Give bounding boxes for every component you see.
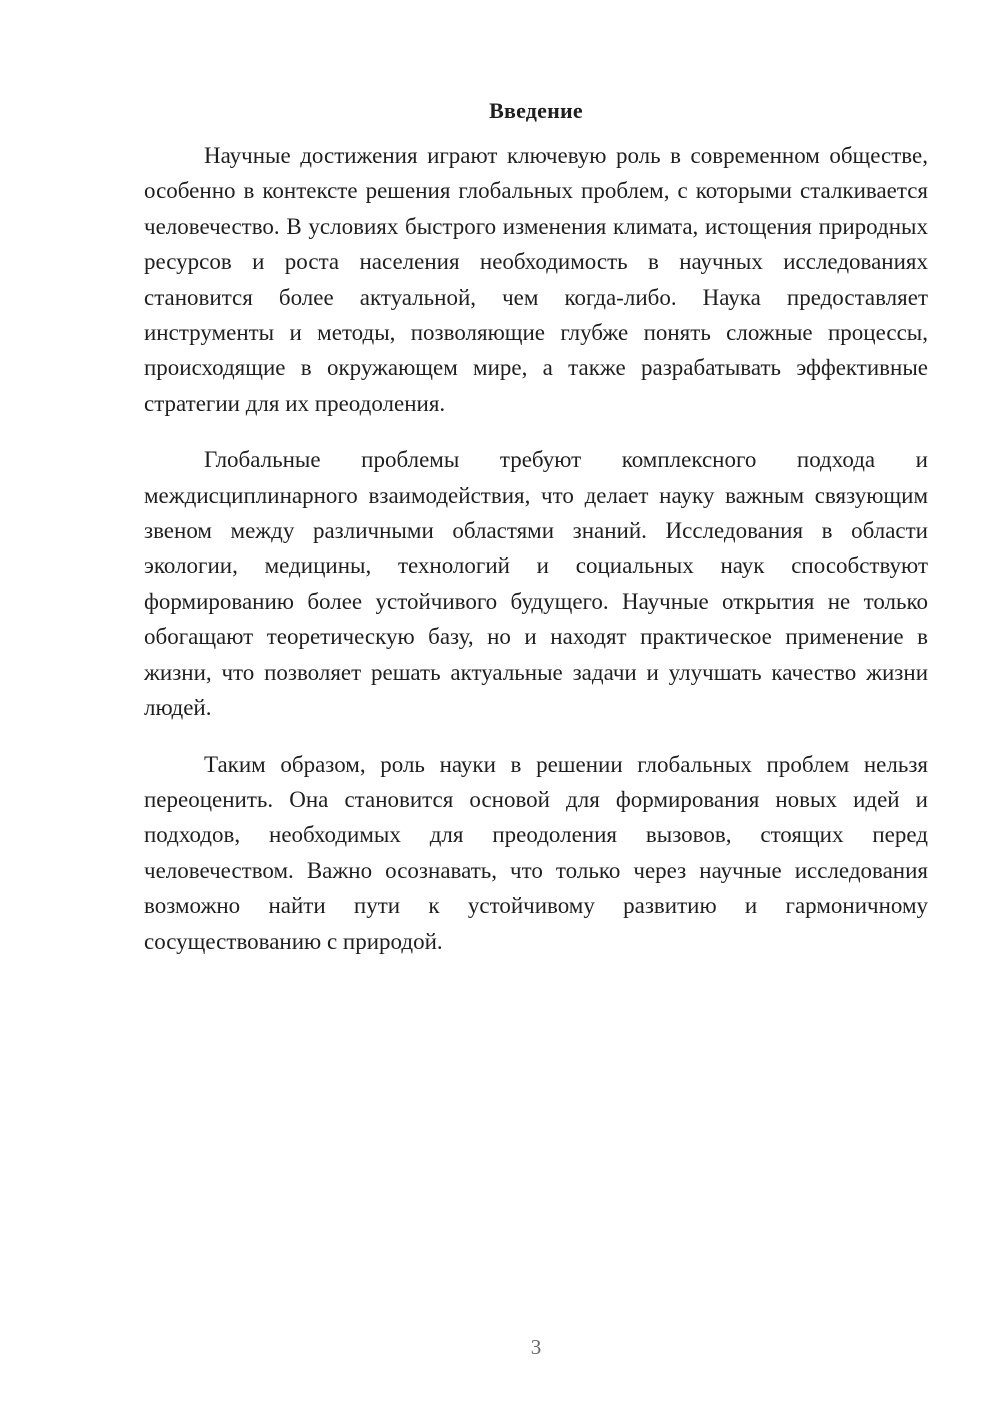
section-title: Введение xyxy=(489,98,583,123)
paragraph-3: Таким образом, роль науки в решении глобальных проблем нельзя переоценить. Она становится основой для формирования новых идей и подходов, необходимых для преодоления вызовов, стоящих перед человечеством. Важно осознавать, что только через научные исследования возможно найти пути к устойчивому развитию и гармоничному сосуществованию с природой. xyxy=(144,751,928,954)
paragraph-2: Глобальные проблемы требуют комплексного подхода и междисциплинарного взаимодействия, что делает науку важным связующим звеном между различными областями знаний. Исследования в области экологии, медицины, технологий и социальных наук способствуют формированию более устойчивого будущего. Научные открытия не только обогащают теоретическую базу, но и находят практическое применение в жизни, что позволяет решать актуальные задачи и улучшать качество жизни людей. xyxy=(144,447,928,721)
page-number: 3 xyxy=(530,1335,542,1359)
paragraph-1: Научные достижения играют ключевую роль в современном обществе, особенно в контексте решения глобальных проблем, с которыми сталкивается человечество. В условиях быстрого изменения климата, истощения природных ресурсов и роста населения необходимость в научных исследованиях становится более актуальной, чем когда-либо. Наука предоставляет инструменты и методы, позволяющие глубже понять сложные процессы, происходящие в окружающем мире, а также разрабатывать эффективные стратегии для их преодоления. xyxy=(144,143,928,416)
page-content xyxy=(144,96,928,980)
